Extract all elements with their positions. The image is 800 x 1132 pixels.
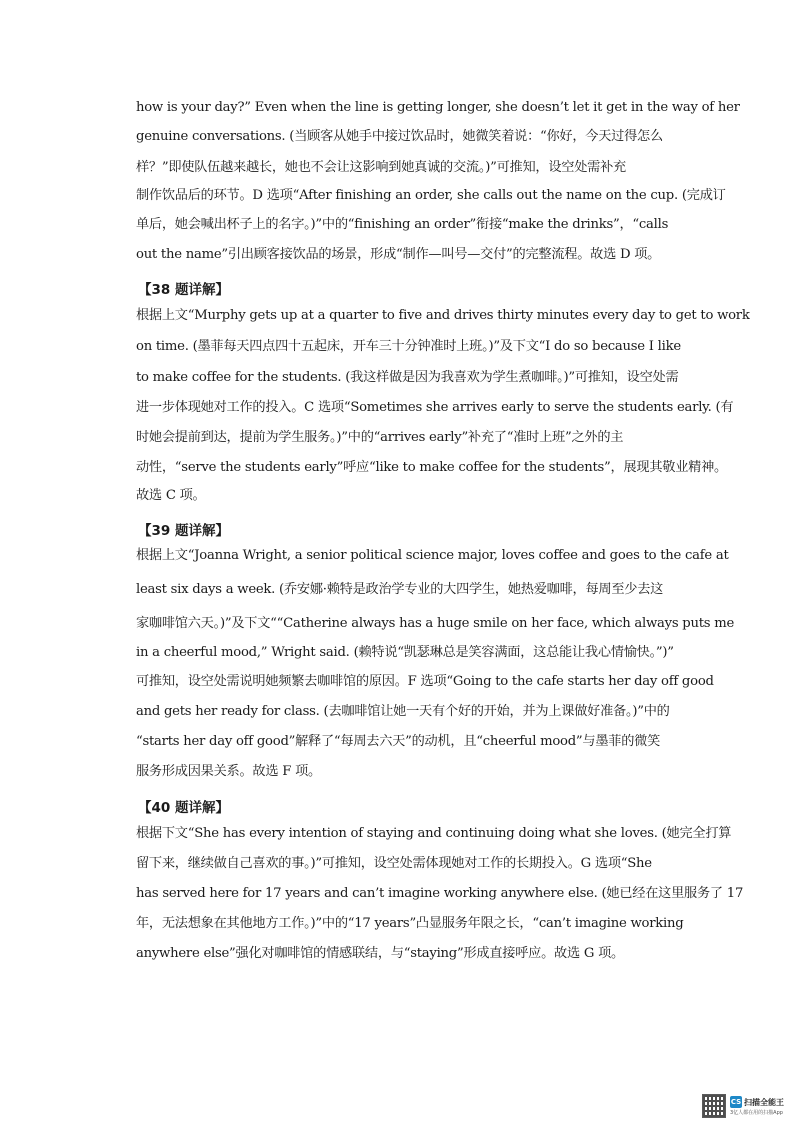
section-heading: 【39 题详解】 bbox=[138, 523, 229, 539]
text-line: how is your day?” Even when the line is getting longer, she doesn’t let it get in the way of her bbox=[136, 100, 740, 115]
camscanner-logo-icon: CS bbox=[730, 1098, 742, 1106]
scanner-tagline: 3亿人都在用的扫描App bbox=[730, 1110, 783, 1116]
text-line: least six days a week. (乔安娜·赖特是政治学专业的大四学生，她热爱咖啡，每周至少去这 bbox=[136, 582, 664, 597]
text-line: 根据上文“Murphy gets up at a quarter to five and drives thirty minutes every day to get to work bbox=[136, 308, 750, 323]
scanner-watermark bbox=[702, 1090, 794, 1122]
qr-code-icon bbox=[702, 1094, 726, 1118]
text-line: 样？”即使队伍越来越长，她也不会让这影响到她真诚的交流。)”可推知，设空处需补充 bbox=[136, 160, 626, 175]
text-line: 单后，她会喊出杯子上的名字。)”中的“finishing an order”衔接“make the drinks”，“calls bbox=[136, 217, 669, 232]
text-line: to make coffee for the students. (我这样做是因为我喜欢为学生煮咖啡。)”可推知，设空处需 bbox=[136, 370, 679, 385]
text-line: genuine conversations. (当顾客从她手中接过饮品时，她微笑着说：“你好，今天过得怎么 bbox=[136, 129, 663, 144]
scanner-brand: 扫描全能王 bbox=[744, 1097, 784, 1107]
text-line: and gets her ready for class. (去咖啡馆让她一天有个好的开始，并为上课做好准备。)”中的 bbox=[136, 704, 670, 719]
text-line: 留下来，继续做自己喜欢的事。)”可推知，设空处需体现她对工作的长期投入。G 选项“She bbox=[136, 856, 652, 871]
text-line: out the name”引出顾客接饮品的场景，形成“制作—叫号—交付”的完整流程。故选 D 项。 bbox=[136, 247, 661, 262]
text-line: on time. (墨菲每天四点四十五起床，开车三十分钟准时上班。)”及下文“I do so because I like bbox=[136, 339, 681, 354]
text-line: 可推知，设空处需说明她频繁去咖啡馆的原因。F 选项“Going to the cafe starts her day off good bbox=[136, 674, 714, 689]
text-line: 家咖啡馆六天。)”及下文““Catherine always has a huge smile on her face, which always puts me bbox=[136, 616, 735, 631]
text-line: 动性，“serve the students early”呼应“like to make coffee for the students”，展现其敬业精神。 bbox=[136, 460, 727, 475]
section-heading: 【40 题详解】 bbox=[138, 800, 229, 816]
text-line: 制作饮品后的环节。D 选项“After finishing an order, she calls out the name on the cup. (完成订 bbox=[136, 188, 726, 203]
text-line: 年，无法想象在其他地方工作。)”中的“17 years”凸显服务年限之长，“can’t imagine working bbox=[136, 916, 684, 931]
section-heading: 【38 题详解】 bbox=[138, 282, 229, 298]
text-line: “starts her day off good”解释了“每周去六天”的动机，且“cheerful mood”与墨菲的微笑 bbox=[136, 734, 661, 749]
text-line: 根据上文“Joanna Wright, a senior political science major, loves coffee and goes to the cafe at bbox=[136, 548, 729, 563]
text-line: anywhere else”强化对咖啡馆的情感联结，与“staying”形成直接呼应。故选 G 项。 bbox=[136, 946, 624, 961]
text-line: has served here for 17 years and can’t imagine working anywhere else. (她已经在这里服务了 17 bbox=[136, 886, 744, 901]
text-line: in a cheerful mood,” Wright said. (赖特说“凯瑟琳总是笑容满面，这总能让我心情愉快。”)” bbox=[136, 645, 674, 660]
text-line: 进一步体现她对工作的投入。C 选项“Sometimes she arrives early to serve the students early. (有 bbox=[136, 400, 734, 415]
text-line: 根据下文“She has every intention of staying and continuing doing what she loves. (她完全打算 bbox=[136, 826, 732, 841]
text-line: 时她会提前到达，提前为学生服务。)”中的“arrives early”补充了“准时上班”之外的主 bbox=[136, 430, 624, 445]
text-line: 服务形成因果关系。故选 F 项。 bbox=[136, 764, 321, 779]
text-line: 故选 C 项。 bbox=[136, 488, 206, 503]
